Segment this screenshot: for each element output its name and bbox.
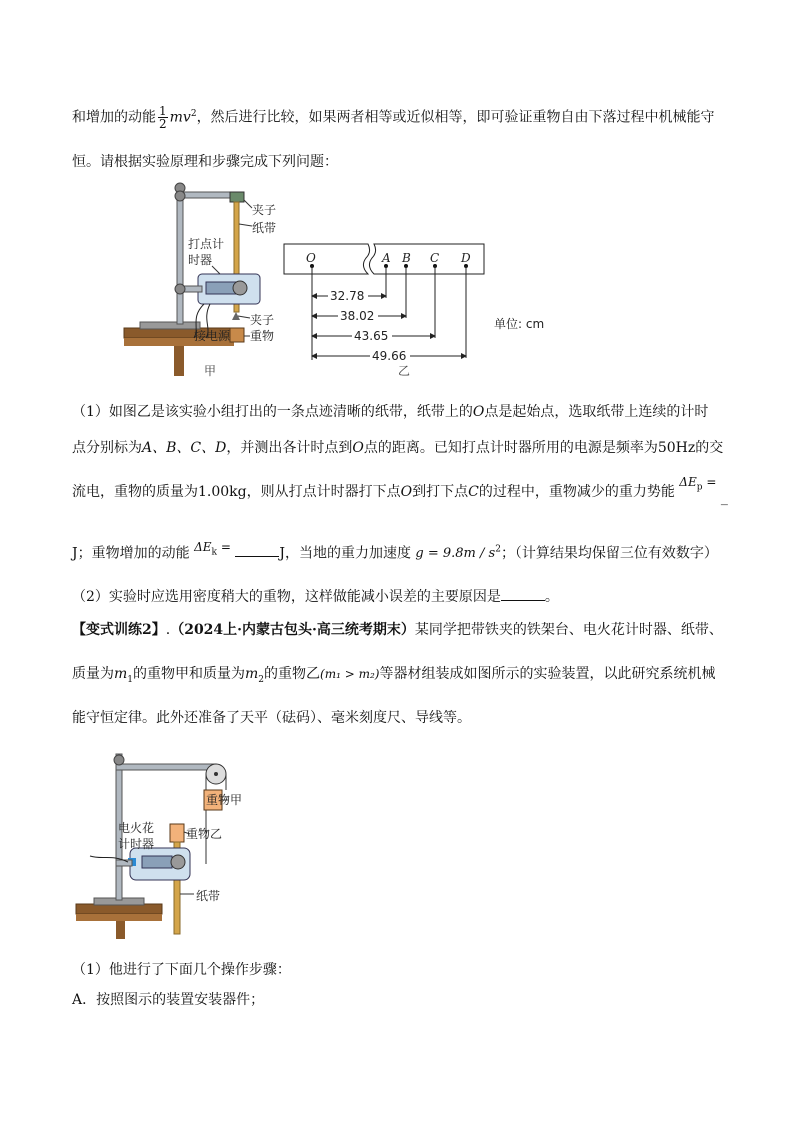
question-1-line-1: （1）如图乙是该实验小组打出的一条点迹清晰的纸带，纸带上的O点是起始点，选取纸带上连续的计时: [72, 404, 709, 420]
label-weight-b: 重物乙: [186, 827, 223, 841]
answer-blank-ek: [235, 542, 279, 557]
distance-oa: 32.78: [330, 289, 365, 303]
mv-symbol: mv: [169, 109, 191, 126]
variant-source: （2024上·内蒙古包头·高三统考期末）: [170, 622, 415, 638]
question-1-line-3: 流电，重物的质量为1.00kg，则从打点计时器打下点O到打下点C的过程中，重物减少的重力势能 $\Delta E_p$ = _: [72, 475, 728, 506]
apparatus-figure-a: [120, 178, 290, 378]
apparatus-figure-c: [72, 744, 272, 940]
point-label-c: C: [430, 251, 440, 265]
steps-intro: （1）他进行了下面几个操作步骤：: [72, 962, 291, 978]
variant-line-1: 【变式训练2】.（2024上·内蒙古包头·高三统考期末）某同学把带铁夹的铁架台、电火花计时器、纸带、: [72, 622, 723, 638]
distance-oc: 43.65: [354, 329, 389, 343]
delta-ep: $\Delta E_p$ =: [679, 475, 717, 493]
question-1-line-2: 点分别标为A、B、C、D，并测出各计时点到O点的距离。已知打点计时器所用的电源是频率为50Hz的交: [72, 440, 724, 456]
label-tape-c: 纸带: [196, 889, 221, 903]
variant-title: 【变式训练2】: [72, 622, 166, 638]
answer-blank-ep: _: [720, 490, 728, 506]
gravity-formula: $g = 9.8m / s^2$: [415, 545, 501, 562]
label-spark-timer-1: 电火花: [118, 821, 155, 835]
point-label-d: D: [461, 251, 471, 265]
label-clip-bottom: 夹子: [250, 313, 275, 327]
text-segment: 和增加的动能: [72, 109, 156, 126]
paragraph-line-1: [72, 104, 715, 130]
point-label-b: B: [402, 251, 411, 265]
label-tape: 纸带: [252, 221, 277, 235]
tape-figure-b: [280, 236, 600, 376]
figure-caption-a: 甲: [204, 364, 217, 378]
label-timer-2: 时器: [188, 253, 213, 267]
label-timer-1: 打点计: [188, 237, 225, 251]
fraction-half: $\frac{1}{2}$: [159, 104, 167, 132]
label-power: 接电源: [194, 329, 231, 343]
answer-blank-q2: [501, 586, 545, 601]
superscript: 2: [190, 109, 197, 119]
point-label-a: A: [382, 251, 391, 265]
distance-ob: 38.02: [340, 309, 375, 323]
label-weight: 重物: [250, 329, 275, 343]
label-clip-top: 夹子: [252, 203, 277, 217]
question-2: （2）实验时应选用密度稍大的重物，这样做能减小误差的主要原因是 。: [72, 586, 559, 607]
delta-ek: $\Delta E_k$ =: [194, 540, 231, 558]
question-1-line-4: J；重物增加的动能 $\Delta E_k = J$，当地的重力加速度 $g = 9.8m / s^2$；（计算结果均保留三位有效数字）: [72, 540, 718, 562]
variant-line-2: 质量为$m_1$的重物甲和质量为$m_2$的重物乙(m₁ > m₂)等器材组装成如图所示的实验装置，以此研究系统机械: [72, 666, 716, 685]
distance-od: 49.66: [372, 349, 407, 363]
label-weight-a: 重物甲: [206, 793, 243, 807]
text-segment: ，然后进行比较，如果两者相等或近似相等，即可验证重物自由下落过程中机械能守: [196, 109, 715, 126]
figure-caption-b: 乙: [398, 364, 411, 378]
variant-line-3: 能守恒定律。此外还准备了天平（砝码）、毫米刻度尺、导线等。: [72, 710, 471, 726]
point-label-o: O: [306, 251, 316, 265]
paragraph-line-2: 恒。请根据实验原理和步骤完成下列问题：: [72, 154, 338, 170]
label-spark-timer-2: 计时器: [118, 837, 155, 851]
unit-label: 单位: cm: [494, 317, 545, 331]
step-a: A．按照图示的装置安装器件；: [72, 992, 265, 1008]
